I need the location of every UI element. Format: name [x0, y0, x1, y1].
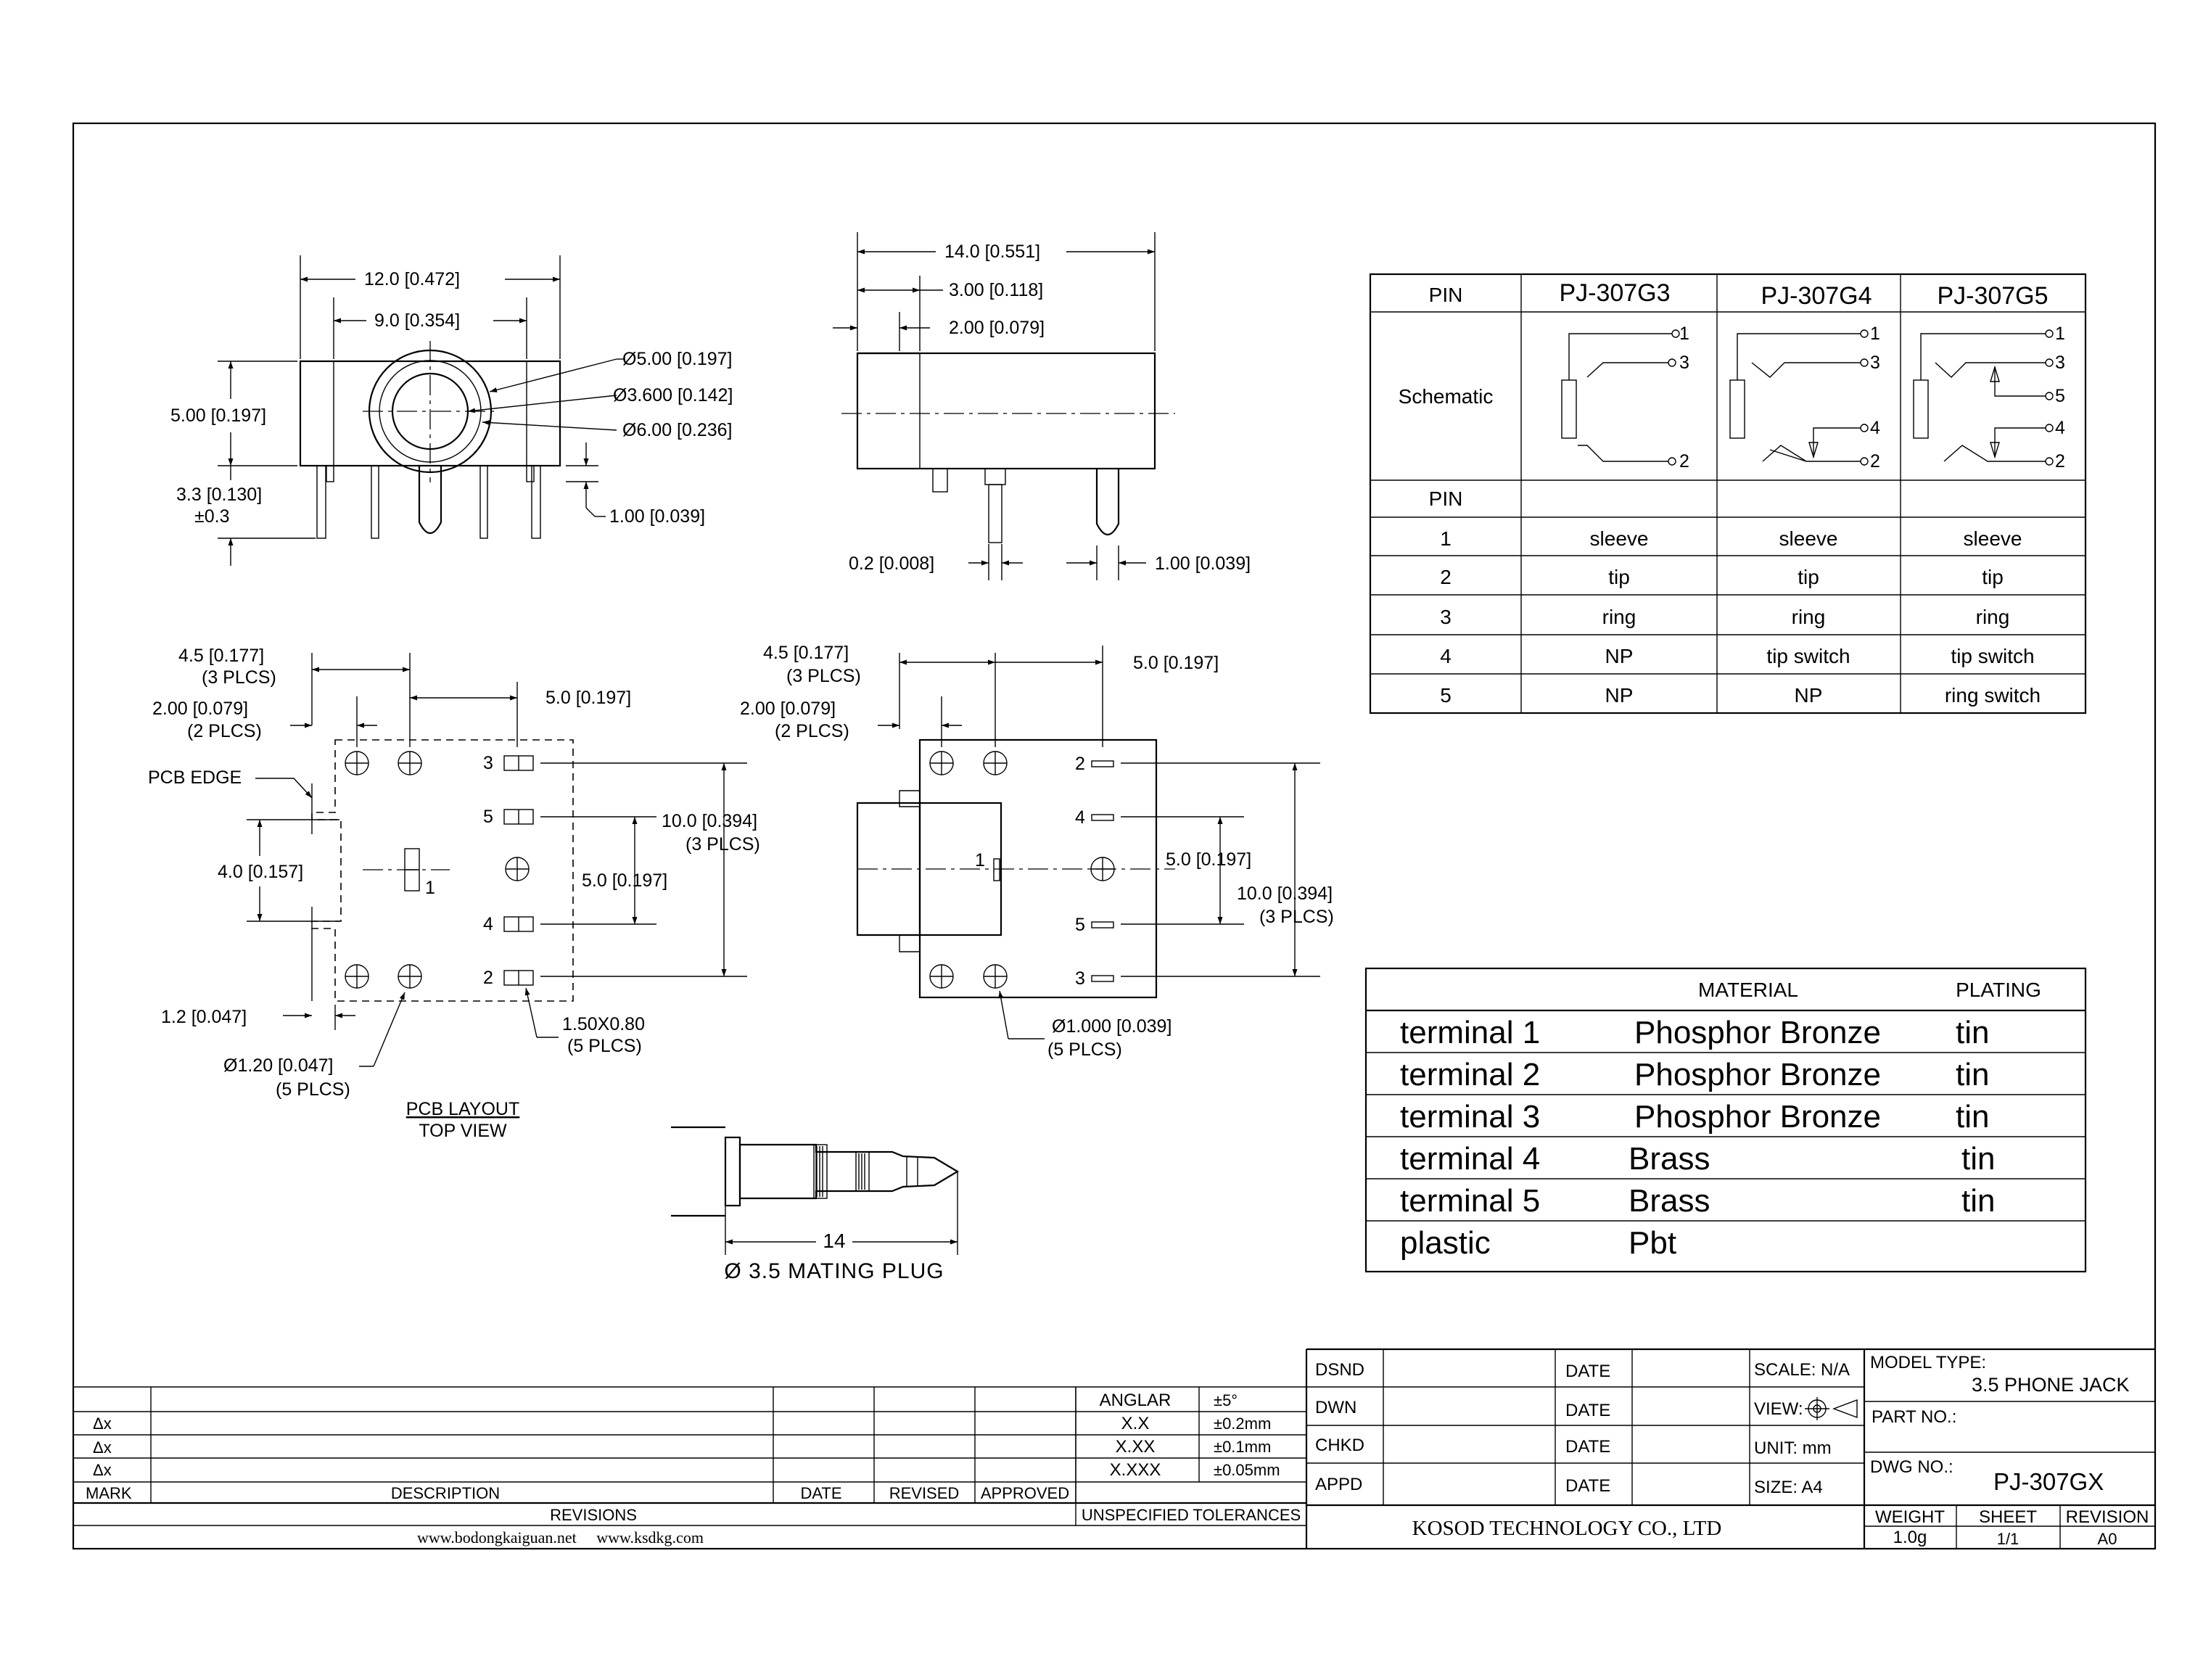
schematic-g5 [1914, 324, 2065, 472]
pcb-r-dim-2-00-note: (2 PLCS) [775, 721, 849, 741]
pcb-r-dim-10-note: (3 PLCS) [1259, 907, 1334, 927]
pcb-edge-label: PCB EDGE [148, 767, 242, 788]
pcb-r-dim-5-0: 5.0 [0.197] [1133, 653, 1219, 673]
pcb-l-pad-size: 1.50X0.80 [562, 1014, 645, 1034]
mat-row-5-part: terminal 5 [1400, 1183, 1541, 1219]
mating-plug [671, 1127, 958, 1283]
tb-date-2: DATE [1565, 1401, 1611, 1420]
mat-row-5-material: Brass [1629, 1183, 1710, 1219]
plug-label: Ø 3.5 MATING PLUG [724, 1259, 944, 1283]
tol-label-2: X.X [1121, 1414, 1150, 1433]
pcb-l-pin-2: 2 [483, 968, 493, 988]
pin-table-model-2: PJ-307G4 [1761, 282, 1872, 310]
tb-weight: 1.0g [1893, 1528, 1927, 1547]
pin-row-3-g4: ring [1791, 606, 1826, 628]
pin-table-header-pin-2: PIN [1428, 487, 1463, 510]
pin-row-3-num: 3 [1440, 606, 1452, 628]
pcb-l-hole-dia: Ø1.20 [0.047] [223, 1055, 334, 1076]
tb-weight-label: WEIGHT [1875, 1507, 1945, 1527]
pcb-l-hole-note: (5 PLCS) [276, 1079, 350, 1100]
pin-row-4-g4: tip switch [1766, 645, 1850, 667]
pin-row-2-g3: tip [1608, 566, 1630, 588]
dim-side-pin-width: 1.00 [0.039] [1155, 553, 1251, 574]
rev-header-mark: MARK [86, 1484, 132, 1502]
pin-table-schematic-label: Schematic [1398, 385, 1494, 408]
tol-label-3: X.XX [1115, 1437, 1156, 1457]
dim-dia-3-6: Ø3.600 [0.142] [613, 385, 733, 405]
mat-row-4-material: Brass [1629, 1141, 1710, 1177]
mat-row-3-part: terminal 3 [1400, 1099, 1541, 1135]
schem-g5-pin4: 4 [2055, 418, 2065, 438]
mat-row-3-plating: tin [1956, 1099, 1990, 1135]
website-urls: www.bodongkaiguan.net www.ksdkg.com [417, 1528, 704, 1547]
mat-row-6-material: Pbt [1629, 1225, 1677, 1261]
mat-row-1-part: terminal 1 [1400, 1015, 1541, 1050]
pin-row-5-g4: NP [1794, 684, 1823, 707]
tb-part-no: PART NO.: [1872, 1407, 1957, 1427]
tb-dwg-no-label: DWG NO.: [1870, 1457, 1953, 1477]
schem-g5-pin2: 2 [2055, 451, 2065, 472]
schem-g5-pin1: 1 [2055, 324, 2065, 344]
tolerances-label: UNSPECIFIED TOLERANCES [1081, 1506, 1301, 1524]
side-view [833, 232, 1251, 580]
dim-width-inner: 9.0 [0.354] [374, 310, 461, 331]
pcb-r-pin-1: 1 [975, 850, 985, 870]
dim-dia-5: Ø5.00 [0.197] [622, 349, 733, 369]
schem-g4-pin4: 4 [1870, 418, 1880, 438]
mat-row-4-plating: tin [1961, 1141, 1996, 1177]
pcb-l-pin-3: 3 [483, 753, 493, 773]
tb-model-type: 3.5 PHONE JACK [1972, 1374, 2130, 1396]
pin-row-4-g5: tip switch [1951, 645, 2035, 667]
pcb-layout-subtitle: TOP VIEW [419, 1121, 507, 1141]
pin-row-5-g5: ring switch [1944, 684, 2041, 707]
mat-row-1-material: Phosphor Bronze [1634, 1015, 1881, 1050]
rev-mark-1: Δx [93, 1415, 112, 1433]
revisions-label: REVISIONS [550, 1506, 637, 1524]
tb-date-1: DATE [1565, 1362, 1611, 1381]
pcb-r-dim-4-5-note: (3 PLCS) [786, 666, 861, 686]
pcb-r-hole-note: (5 PLCS) [1047, 1039, 1122, 1060]
pcb-layout-title: PCB LAYOUT [405, 1099, 520, 1119]
pin-row-1-g3: sleeve [1589, 527, 1649, 550]
pcb-r-hole-dia: Ø1.000 [0.039] [1052, 1016, 1172, 1037]
pcb-r-pin-3: 3 [1075, 968, 1085, 989]
tb-dsnd: DSND [1315, 1360, 1365, 1380]
pcb-l-pin-4: 4 [483, 914, 493, 934]
dim-width-outer: 12.0 [0.472] [364, 269, 461, 289]
pcb-r-pin-4: 4 [1075, 807, 1085, 828]
tol-value-3: ±0.1mm [1214, 1438, 1272, 1456]
pcb-l-pin-1: 1 [425, 878, 435, 898]
pcb-l-dim-10: 10.0 [0.394] [662, 811, 758, 831]
sheet-border [73, 123, 2155, 1549]
rev-mark-3: Δx [93, 1461, 112, 1479]
rev-mark-2: Δx [93, 1438, 112, 1457]
pcb-l-dim-1-2: 1.2 [0.047] [161, 1007, 247, 1027]
mat-row-2-plating: tin [1956, 1057, 1990, 1092]
projection-symbol-icon [1805, 1397, 1857, 1420]
pin-row-2-num: 2 [1440, 566, 1452, 588]
tb-dwn: DWN [1315, 1398, 1357, 1417]
pcb-r-dim-5-0-v: 5.0 [0.197] [1166, 849, 1252, 870]
rev-header-approved: APPROVED [980, 1484, 1070, 1502]
tb-date-3: DATE [1565, 1437, 1611, 1457]
pcb-l-dim-2-00: 2.00 [0.079] [152, 699, 249, 719]
schem-g5-pin3: 3 [2055, 353, 2065, 373]
pcb-l-dim-4-5-note: (3 PLCS) [202, 667, 276, 688]
pin-row-4-num: 4 [1440, 645, 1452, 667]
pin-row-5-num: 5 [1440, 684, 1452, 707]
tb-company: KOSOD TECHNOLOGY CO., LTD [1412, 1517, 1722, 1540]
tb-unit: UNIT: mm [1754, 1438, 1832, 1458]
pcb-r-dim-2-00: 2.00 [0.079] [740, 699, 836, 719]
pin-row-2-g5: tip [1982, 566, 2004, 588]
dim-pin-tol: ±0.3 [194, 506, 230, 527]
pin-row-2-g4: tip [1798, 566, 1819, 588]
pin-table [1370, 274, 2086, 713]
pin-row-3-g3: ring [1602, 606, 1636, 628]
tb-size: SIZE: A4 [1754, 1478, 1823, 1497]
pin-row-4-g3: NP [1605, 645, 1634, 667]
pin-row-3-g5: ring [1975, 606, 2010, 628]
dim-length: 14.0 [0.551] [944, 242, 1041, 262]
schem-g3-pin1: 1 [1679, 324, 1689, 344]
pcb-r-pin-2: 2 [1075, 754, 1085, 774]
front-view [170, 255, 733, 566]
schem-g4-pin1: 1 [1870, 324, 1880, 344]
pin-table-model-3: PJ-307G5 [1937, 282, 2049, 310]
tol-value-1: ±5° [1214, 1391, 1238, 1409]
tb-dwg-no: PJ-307GX [1993, 1468, 2104, 1495]
pin-row-5-g3: NP [1605, 684, 1634, 707]
dim-3-00: 3.00 [0.118] [949, 280, 1044, 300]
title-block [1306, 1349, 2155, 1549]
pcb-l-pad-note: (5 PLCS) [567, 1036, 642, 1056]
schem-g4-pin3: 3 [1870, 353, 1880, 373]
pin-row-1-g4: sleeve [1779, 527, 1838, 550]
tb-revision: A0 [2097, 1530, 2117, 1548]
revisions-block [73, 1387, 1306, 1547]
pin-table-header-pin: PIN [1428, 284, 1463, 306]
tb-sheet-label: SHEET [1978, 1507, 2038, 1527]
mat-row-5-plating: tin [1961, 1183, 1996, 1219]
tb-sheet: 1/1 [1996, 1530, 2019, 1548]
plug-length: 14 [823, 1230, 846, 1252]
tol-value-2: ±0.2mm [1214, 1415, 1272, 1433]
mat-row-2-material: Phosphor Bronze [1634, 1057, 1881, 1092]
pin-table-model-1: PJ-307G3 [1559, 279, 1671, 307]
tol-value-4: ±0.05mm [1214, 1461, 1280, 1479]
mat-row-6-part: plastic [1400, 1225, 1491, 1261]
tb-revision-label: REVISION [2065, 1507, 2149, 1527]
pcb-r-dim-4-5: 4.5 [0.177] [763, 643, 849, 663]
mat-row-1-plating: tin [1956, 1015, 1990, 1050]
mat-row-3-material: Phosphor Bronze [1634, 1099, 1881, 1135]
mat-row-2-part: terminal 2 [1400, 1057, 1541, 1092]
dim-pin-thickness: 0.2 [0.008] [849, 553, 935, 574]
schematic-g4 [1730, 324, 1880, 472]
tol-label-1: ANGLAR [1099, 1391, 1172, 1410]
pcb-l-dim-10-note: (3 PLCS) [685, 834, 760, 855]
tb-appd: APPD [1315, 1475, 1363, 1494]
schem-g5-pin5: 5 [2055, 386, 2065, 406]
dim-pin-length: 3.3 [0.130] [176, 485, 263, 505]
pcb-l-dim-4-5: 4.5 [0.177] [178, 646, 265, 666]
material-table [1366, 968, 2086, 1272]
schematic-g3 [1562, 324, 1689, 472]
rev-header-revised: REVISED [889, 1484, 960, 1502]
pcb-l-pin-5: 5 [483, 807, 493, 827]
pcb-r-pin-5: 5 [1075, 915, 1085, 935]
pcb-l-dim-4-0: 4.0 [0.157] [218, 862, 304, 882]
dim-dia-6: Ø6.00 [0.236] [622, 420, 733, 440]
dim-pin-width: 1.00 [0.039] [609, 506, 706, 527]
tb-scale: SCALE: N/A [1754, 1360, 1850, 1380]
pcb-l-dim-5-0: 5.0 [0.197] [545, 688, 632, 708]
dim-height: 5.00 [0.197] [170, 405, 267, 426]
pcb-r-dim-10: 10.0 [0.394] [1237, 884, 1333, 904]
material-header: MATERIAL [1698, 979, 1798, 1001]
rev-header-date: DATE [800, 1484, 842, 1502]
mat-row-4-part: terminal 4 [1400, 1141, 1541, 1177]
pin-row-1-g5: sleeve [1963, 527, 2022, 550]
tb-model-type-label: MODEL TYPE: [1870, 1353, 1987, 1372]
pcb-l-dim-2-00-note: (2 PLCS) [187, 721, 262, 741]
tb-view: VIEW: [1754, 1399, 1803, 1419]
dim-2-00: 2.00 [0.079] [949, 318, 1045, 338]
pin-row-1-num: 1 [1440, 527, 1452, 550]
tb-chkd: CHKD [1315, 1436, 1365, 1455]
pcb-layout-top-view [148, 646, 760, 1141]
plating-header: PLATING [1956, 979, 2041, 1001]
rev-header-description: DESCRIPTION [390, 1484, 501, 1502]
schem-g4-pin2: 2 [1870, 451, 1880, 472]
schem-g3-pin2: 2 [1679, 451, 1689, 472]
pcb-l-dim-5-0-v: 5.0 [0.197] [582, 870, 668, 891]
pcb-bottom-view [740, 643, 1334, 1060]
tb-date-4: DATE [1565, 1476, 1611, 1496]
schem-g3-pin3: 3 [1679, 353, 1689, 373]
tol-label-4: X.XXX [1109, 1460, 1161, 1480]
